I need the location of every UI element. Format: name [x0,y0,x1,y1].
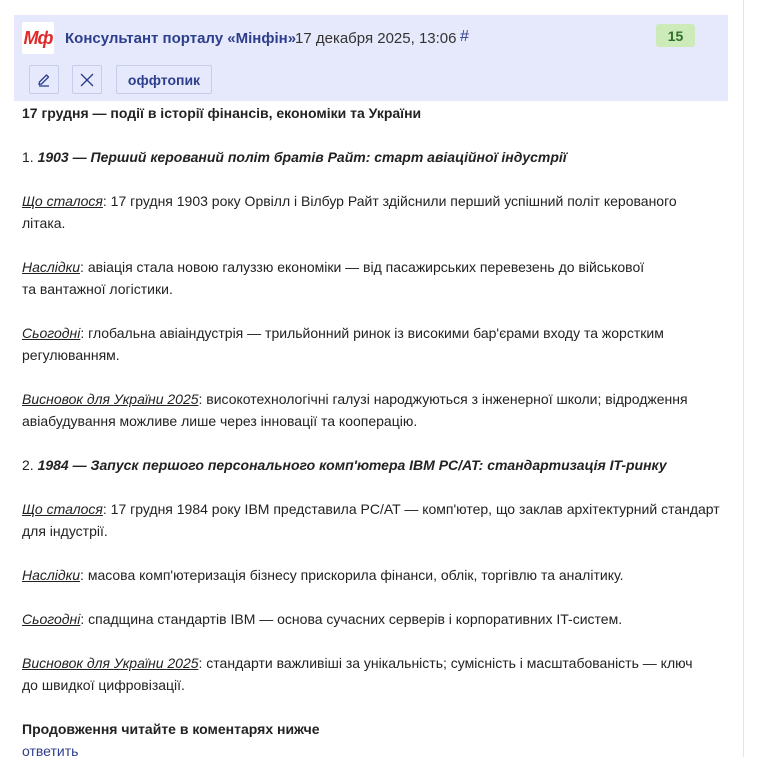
item2-today: Сьогодні: спадщина стандартів IBM — основа сучасних серверів і корпоративних IT-систем. [22,611,623,627]
post-header [14,15,728,101]
minfin-logo: Мф [23,27,53,48]
edit-button[interactable] [29,65,59,94]
continue-note: Продовження читайте в коментарях нижче [22,721,320,737]
post-datetime: 17 декабря 2025, 13:06 [295,30,457,47]
post-title: 17 грудня — події в історії фінансів, економіки та України [22,105,422,121]
item2-heading: 2. 1984 — Запуск першого персонального комп'ютера IBM PC/AT: стандартизація IT-ринку [22,457,667,473]
permalink-hash[interactable]: # [460,28,469,45]
item2-consequences: Наслідки: масова комп'ютеризація бізнесу прискорила фінанси, облік, торгівлю та аналітику. [22,567,624,583]
item1-heading: 1. 1903 — Перший керований політ братів Райт: старт авіаційної індустрії [22,149,567,165]
post-content [22,102,730,762]
rating-badge: 15 [656,24,695,47]
delete-button[interactable] [72,65,102,94]
item2-what: Що сталося: 17 грудня 1984 року IBM представила PC/AT — комп'ютер, що заклав архітектурний стандарт для індустрії. [22,501,720,539]
offtopic-tag-button[interactable]: оффтопик [116,65,212,94]
item1-what: Що сталося: 17 грудня 1903 року Орвілл і Вілбур Райт здійснили перший успішний політ керованого літака. [22,193,677,231]
reply-link[interactable]: ответить [22,743,79,759]
close-icon [79,72,95,88]
item1-conclusion: Висновок для України 2025: високотехнологічні галузі народжуються з інженерної школи; відродження авіабудування можливе лише через інновації та кооперацію. [22,391,688,429]
item1-today: Сьогодні: глобальна авіаіндустрія — трильйонний ринок із високими бар'єрами входу та жорстким регулюванням. [22,325,664,363]
pencil-icon [36,72,52,88]
right-border [743,0,744,757]
author-avatar[interactable] [22,22,54,54]
author-name[interactable]: Консультант порталу «Мінфін» [65,30,297,47]
item1-consequences: Наслідки: авіація стала новою галуззю економіки — від пасажирських перевезень до військової та вантажної логістики. [22,259,645,297]
item2-conclusion: Висновок для України 2025: стандарти важливіші за унікальність; сумісність і масштабованість — ключ до швидкої цифровізації. [22,655,693,693]
